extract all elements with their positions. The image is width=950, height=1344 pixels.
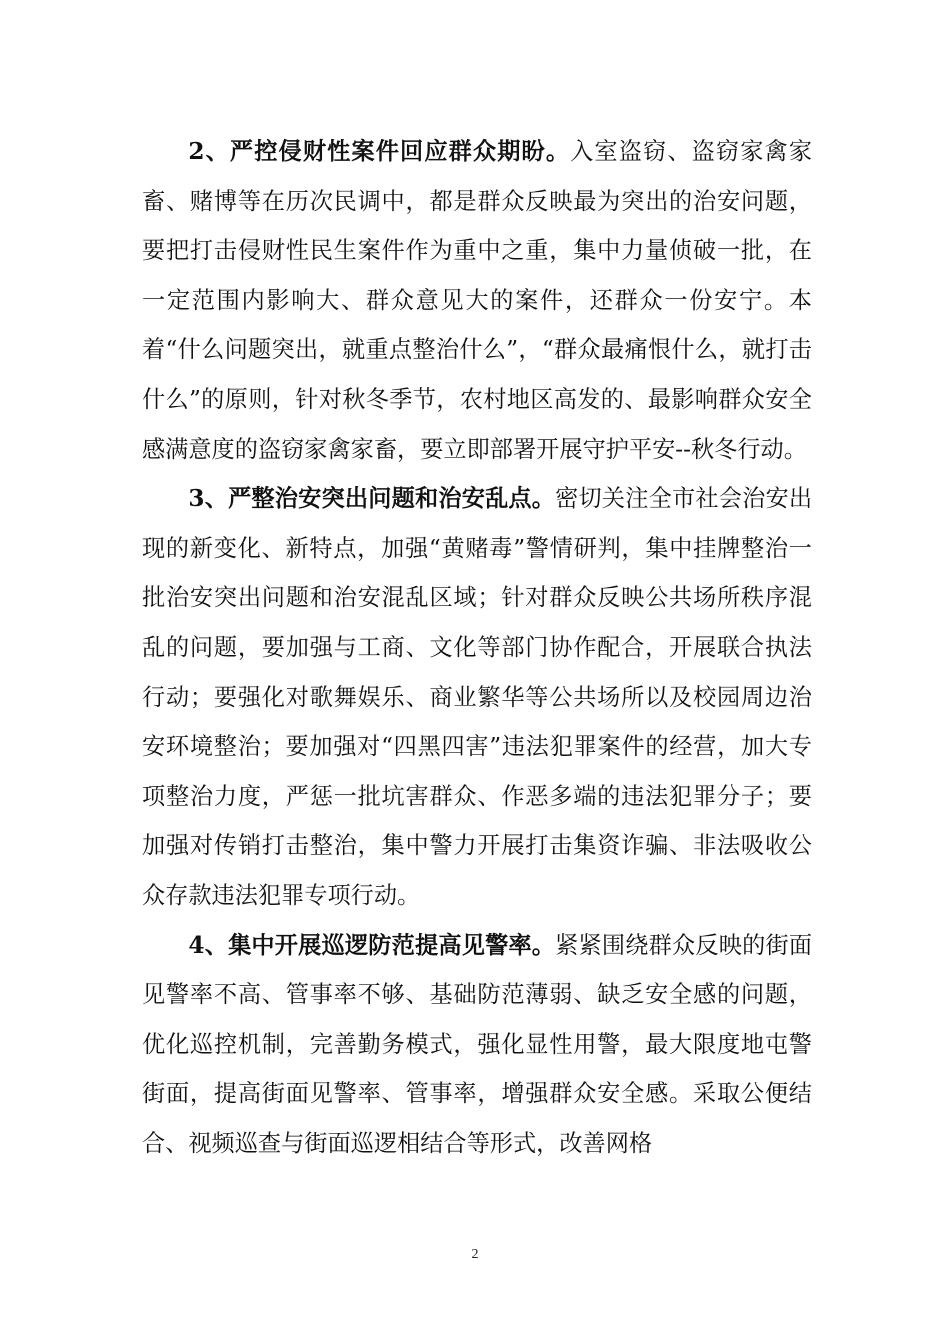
paragraph-4-text: 紧紧围绕群众反映的街面见警率不高、管事率不够、基础防范薄弱、缺乏安全感的问题，优化巡控机制，完善勤务模式，强化显性用警，最大限度地屯警街面，提高街面见警率、管事率，增强群众安全感。采取公便结合、视频巡查与街面巡逻相结合等形式，改善网格 bbox=[142, 931, 813, 1157]
document-body bbox=[142, 127, 812, 1168]
paragraph-4-heading: 4、集中开展巡逻防范提高见警率。 bbox=[188, 931, 556, 959]
paragraph-3 bbox=[142, 474, 812, 920]
paragraph-2 bbox=[142, 127, 812, 474]
paragraph-3-heading: 3、严整治安突出问题和治安乱点。 bbox=[188, 485, 556, 513]
paragraph-4 bbox=[142, 921, 812, 1169]
page-number: 2 bbox=[471, 1247, 479, 1262]
paragraph-2-heading: 2、严控侵财性案件回应群众期盼。 bbox=[188, 138, 571, 165]
paragraph-3-text: 密切关注全市社会治安出现的新变化、新特点，加强“黄赌毒”警情研判，集中挂牌整治一批治安突出问题和治安混乱区域；针对群众反映公共场所秩序混乱的问题，要加强与工商、文化等部门协作配合，开展联合执法行动；要强化对歌舞娱乐、商业繁华等公共场所以及校园周边治安环境整治；要加强对“四黑四害”违法犯罪案件的经营，加大专项整治力度，严惩一批坑害群众、作恶多端的违法犯罪分子；要加强对传销打击整治，集中警力开展打击集资诈骗、非法吸收公众存款违法犯罪专项行动。 bbox=[142, 485, 813, 909]
paragraph-2-text: 入室盗窃、盗窃家禽家畜、赌博等在历次民调中，都是群众反映最为突出的治安问题，要把打击侵财性民生案件作为重中之重，集中力量侦破一批，在一定范围内影响大、群众意见大的案件，还群众一份安宁。本着“什么问题突出，就重点整治什么”，“群众最痛恨什么，就打击什么”的原则，针对秋冬季节，农村地区高发的、最影响群众安全感满意度的盗窃家禽家畜，要立即部署开展守护平安--秋冬行动。 bbox=[142, 138, 813, 463]
